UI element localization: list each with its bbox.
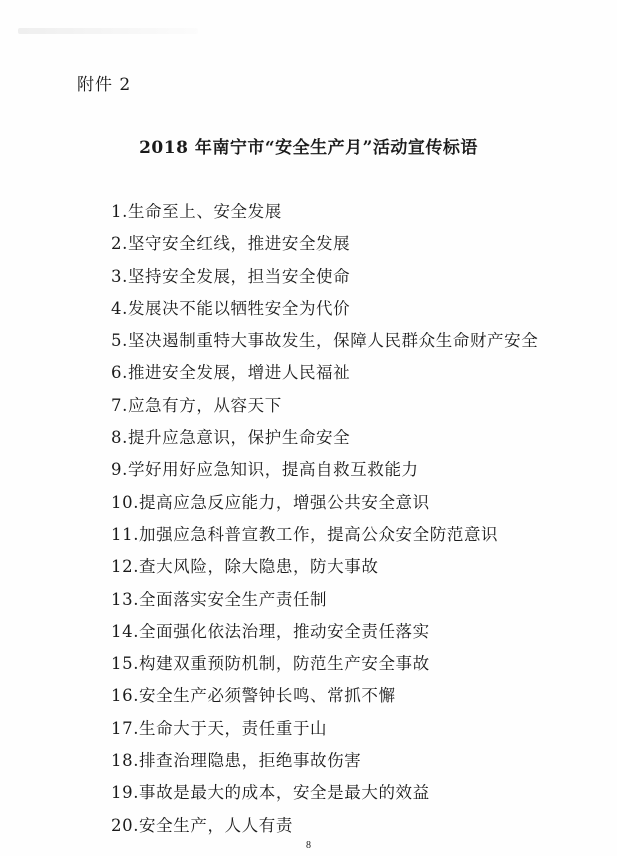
slogan-item: 13.全面落实安全生产责任制 xyxy=(111,589,328,609)
slogan-item: 19.事故是最大的成本，安全是最大的效益 xyxy=(111,783,430,803)
slogan-item: 18.排查治理隐患，拒绝事故伤害 xyxy=(111,751,362,771)
slogan-item: 17.生命大于天，责任重于山 xyxy=(111,718,328,738)
slogan-list xyxy=(111,196,538,842)
slogan-item: 12.查大风险，除大隐患，防大事故 xyxy=(111,557,379,577)
slogan-item: 5.坚决遏制重特大事故发生，保障人民群众生命财产安全 xyxy=(111,331,539,351)
page-number: 8 xyxy=(306,840,311,851)
slogan-item: 14.全面强化依法治理，推动安全责任落实 xyxy=(111,621,430,641)
slogan-item: 3.坚持安全发展，担当安全使命 xyxy=(111,266,351,286)
slogan-item: 16.安全生产必须警钟长鸣、常抓不懈 xyxy=(111,686,396,706)
slogan-item: 11.加强应急科普宣教工作，提高公众安全防范意识 xyxy=(111,524,499,544)
slogan-item: 15.构建双重预防机制，防范生产安全事故 xyxy=(111,654,430,674)
slogan-item: 9.学好用好应急知识，提高自救互救能力 xyxy=(111,460,419,480)
slogan-item: 4.发展决不能以牺牲安全为代价 xyxy=(111,298,351,318)
slogan-item: 20.安全生产，人人有责 xyxy=(111,815,293,835)
scan-artifact xyxy=(18,28,198,34)
slogan-item: 6.推进安全发展，增进人民福祉 xyxy=(111,363,351,383)
slogan-item: 1.生命至上、安全发展 xyxy=(111,202,282,221)
document-title: 2018 年南宁市“安全生产月”活动宣传标语 xyxy=(139,138,478,158)
attachment-label: 附件 2 xyxy=(77,75,132,95)
slogan-item: 7.应急有方，从容天下 xyxy=(111,395,282,415)
slogan-item: 10.提高应急反应能力，增强公共安全意识 xyxy=(111,492,430,512)
slogan-item: 2.坚守安全红线，推进安全发展 xyxy=(111,234,351,254)
slogan-item: 8.提升应急意识，保护生命安全 xyxy=(111,428,351,448)
